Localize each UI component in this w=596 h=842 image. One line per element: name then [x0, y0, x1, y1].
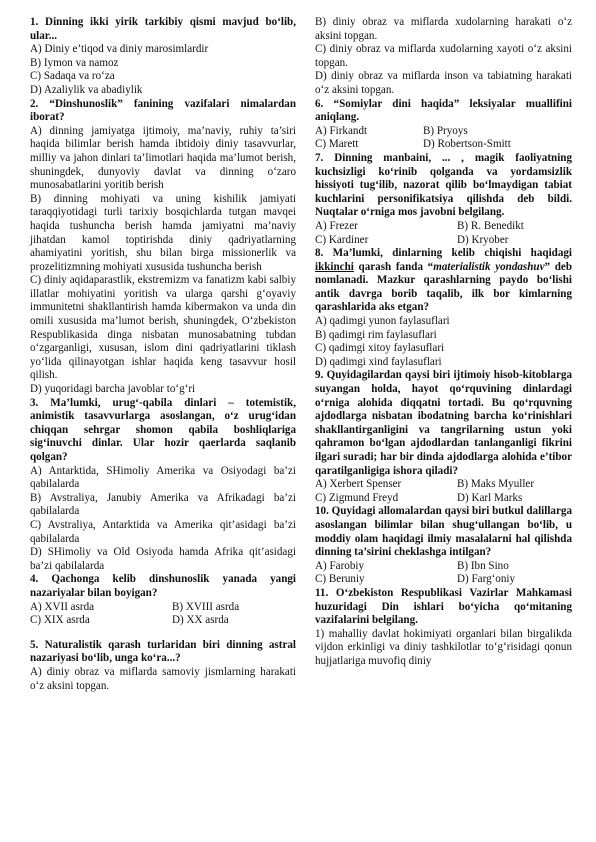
- q7-options-row-2: [315, 234, 572, 248]
- q9-option-d: D) Karl Marks: [457, 491, 523, 504]
- q7-option-d: D) Kryober: [457, 233, 509, 246]
- q1-option-c: C) Sadaqa va ro‘za: [30, 70, 115, 83]
- q3-option-a: A) Antarktida, SHimoliy Amerika va Osiyodagi ba’zi qabilalarda: [30, 464, 296, 491]
- q8-italic-term: materialistik yondashuv: [433, 260, 545, 273]
- q10-option-d: D) Farg‘oniy: [457, 573, 516, 586]
- question-4: 4. Qachonga kelib dinshunoslik yanada yangi nazariyalar bilan boyigan?: [30, 573, 296, 599]
- q9-option-a: A) Xerbert Spenser: [315, 478, 402, 491]
- question-10: 10. Quyidagi allomalardan qaysi biri butkul dalillarga asoslangan bilimlar bilan shug‘ullangan bo‘lib, u moddiy olam haqidagi ilmiy masalalarni hal qilishda dinning ta’sirini cheklashga intilgan?: [315, 505, 572, 559]
- q4-option-a: A) XVII asrda: [30, 600, 95, 613]
- q3-option-c: C) Avstraliya, Antarktida va Amerika qit’asidagi ba’zi qabilalarda: [30, 518, 296, 545]
- q9-options-row-2: [315, 492, 572, 506]
- q6-options-row-2: [315, 138, 572, 152]
- q4-option-c: C) XIX asrda: [30, 614, 90, 627]
- question-8: [315, 247, 572, 315]
- q10-option-b: B) Ibn Sino: [457, 559, 509, 572]
- q8-option-a: A) qadimgi yunon faylasuflari: [315, 315, 450, 328]
- question-7: 7. Dinning manbaini, ... , magik faoliyatning kuchsizligi ko‘rinib qolganda va yordamsizlik hissiyoti tug‘ilib, nazorat qilib bo‘lmaydigan tabiat kuchlarini personifikatsiya qilishda deb bildi. Nuqtalar o‘rniga mos javobni belgilang.: [315, 151, 572, 219]
- question-3: 3. Ma’lumki, urug‘-qabila dinlari – totemistik, animistik tasavvurlarga asoslangan, o‘z urug‘idan chiqqan sehrgar shomon qabila boshliqlariga sig‘inuvchi dinlar. Ular hozir qaerlarda saqlanib qolgan?: [30, 396, 296, 463]
- q10-options-row-1: [315, 560, 572, 574]
- q2-option-d: D) yuqoridagi barcha javoblar to‘g‘ri: [30, 383, 196, 396]
- q6-option-a: A) Firkandt: [315, 124, 368, 137]
- q5-option-c: C) diniy obraz va miflarda xudolarning xayoti o‘z aksini topgan.: [315, 43, 572, 69]
- q5-option-b: B) diniy obraz va miflarda xudolarning harakati o‘z aksini topgan.: [315, 16, 572, 42]
- q2-option-c: C) diniy aqidaparastlik, ekstremizm va fanatizm kabi salbiy illatlar mohiyatini yoritish va ularga qarshi g‘oyaviy immunitetni shakllantirish hamda kibermakon va unda din omili xususida ma’lumot berish, shuningdek, O‘zbekiston Respublikasida dinga nisbatan munosabatning tubdan o‘zgarganligi, xususan, islom dini qadriyatlarini tiklash yo‘lida qilinayotgan ishlar haqida keng tasavvur hosil qilish.: [30, 274, 296, 382]
- q8-text-start: 8. Ma’lumki, dinlarning kelib chiqishi haqidagi: [315, 247, 572, 260]
- q1-option-b: B) Iymon va namoz: [30, 56, 119, 69]
- left-column: [30, 16, 296, 693]
- q9-option-c: C) Zigmund Freyd: [315, 491, 399, 504]
- question-6: 6. “Somiylar dini haqida” leksiyalar muallifini aniqlang.: [315, 97, 572, 124]
- question-1: 1. Dinning ikki yirik tarkibiy qismi mavjud bo‘lib, ular...: [30, 16, 296, 42]
- q10-options-row-2: [315, 573, 572, 587]
- q9-option-b: B) Maks Myuller: [457, 478, 535, 491]
- q6-options-row-1: [315, 125, 572, 139]
- question-11: 11. O‘zbekiston Respublikasi Vazirlar Mahkamasi huzuridagi Din ishlari bo‘yicha qo‘mitaning vazifalarini belgilang.: [315, 586, 572, 627]
- q6-option-c: C) Marett: [315, 138, 359, 151]
- q5-option-d: D) diniy obraz va miflarda inson va tabiatning harakati o‘z aksini topgan.: [315, 70, 572, 96]
- exam-page: [30, 16, 570, 831]
- q8-text-mid: qarash fanda “: [353, 260, 434, 273]
- q8-option-d: D) qadimgi xind faylasuflari: [315, 355, 442, 368]
- question-5: 5. Naturalistik qarash turlaridan biri dinning astral nazariyasi bo‘lib, unga ko‘ra...?: [30, 638, 296, 665]
- q4-options-row-2: [30, 614, 296, 628]
- right-column: [315, 16, 572, 669]
- q4-options-row-1: [30, 601, 296, 615]
- q6-option-b: B) Pryoys: [423, 124, 468, 137]
- q5-option-a: A) diniy obraz va miflarda samoviy jismlarning harakati o‘z aksini topgan.: [30, 665, 296, 692]
- q2-option-b: B) dinning mohiyati va uning kishilik jamiyati taraqqiyotidagi turli tarixiy bosqichlarda tutgan mavqei haqida tushuncha berish hamda jamiyatni ma’naviy jihatdan kamol toptirishda diniy qadriyatlarning ahamiyatini yoritish, shu bilan birga missionerlik va prozelitizmning mohiyati xususida tushuncha berish: [30, 192, 296, 273]
- q8-option-c: C) qadimgi xitoy faylasuflari: [315, 342, 445, 355]
- q4-option-b: B) XVIII asrda: [172, 600, 240, 613]
- q4-option-d: D) XX asrda: [172, 614, 229, 627]
- spacer: [30, 628, 296, 639]
- q8-option-b: B) qadimgi rim faylasuflari: [315, 328, 437, 341]
- q7-option-c: C) Kardiner: [315, 233, 369, 246]
- q2-option-a: A) dinning jamiyatga ijtimoiy, ma’naviy, ruhiy ta’siri haqida bilimlar berish hamda ibtidoiy diniy tasavvurlar, milliy va jahon dinlari ta’limotlari haqida ma’lumot berish, shuningdek, dunyoviy davlat va dinning o‘zaro munosabatlarini yoritib berish: [30, 124, 296, 192]
- q11-item-1: 1) mahalliy davlat hokimiyati organlari bilan birgalikda vijdon erkinligi va diniy tashkilotlar to‘g‘risidagi qonun hujjatlariga muvofiq diniy: [315, 627, 572, 667]
- q9-options-row-1: [315, 478, 572, 492]
- q8-underlined-word: ikkinchi: [315, 260, 354, 273]
- q3-option-d: D) SHimoliy va Old Osiyoda hamda Afrika qit’asidagi ba’zi qabilalarda: [30, 546, 296, 572]
- q3-option-b: B) Avstraliya, Janubiy Amerika va Afrikadagi ba’zi qabilalarda: [30, 491, 296, 518]
- q7-option-a: A) Frezer: [315, 219, 358, 232]
- q1-option-a: A) Diniy e’tiqod va diniy marosimlardir: [30, 43, 209, 56]
- q10-option-c: C) Beruniy: [315, 573, 365, 586]
- q10-option-a: A) Farobiy: [315, 559, 364, 572]
- question-2: 2. “Dinshunoslik” fanining vazifalari nimalardan iborat?: [30, 97, 296, 124]
- q7-option-b: B) R. Benedikt: [457, 219, 524, 232]
- q8-text-end: ” deb nomlanadi. Mazkur qarashlarning paydo bo‘lishi antik davrga borib taqalib, ilk bor kimlarning qarashlarida aks etgan?: [315, 260, 572, 314]
- q7-options-row-1: [315, 220, 572, 234]
- q6-option-d: D) Robertson-Smitt: [423, 138, 511, 151]
- question-9: 9. Quyidagilardan qaysi biri ijtimoiy hisob-kitoblarga suyangan holda, hayot qo‘rquvining dinlardagi o‘rniga alohida diqqatni tortadi. Bu qo‘rquvning ajdodlarga nisbatan ibodatning barcha ko‘rinishlari shakllantirganligini va tangrilarning ustun yoki qahramon bo‘lgan ajdodlardan tanlanganligi fikrini ilgari suradi; har bir dinda ajdodlarga alohida e’tibor qaratilganligiga ishora qiladi?: [315, 369, 572, 477]
- q1-option-d: D) Azaliylik va abadiylik: [30, 83, 143, 96]
